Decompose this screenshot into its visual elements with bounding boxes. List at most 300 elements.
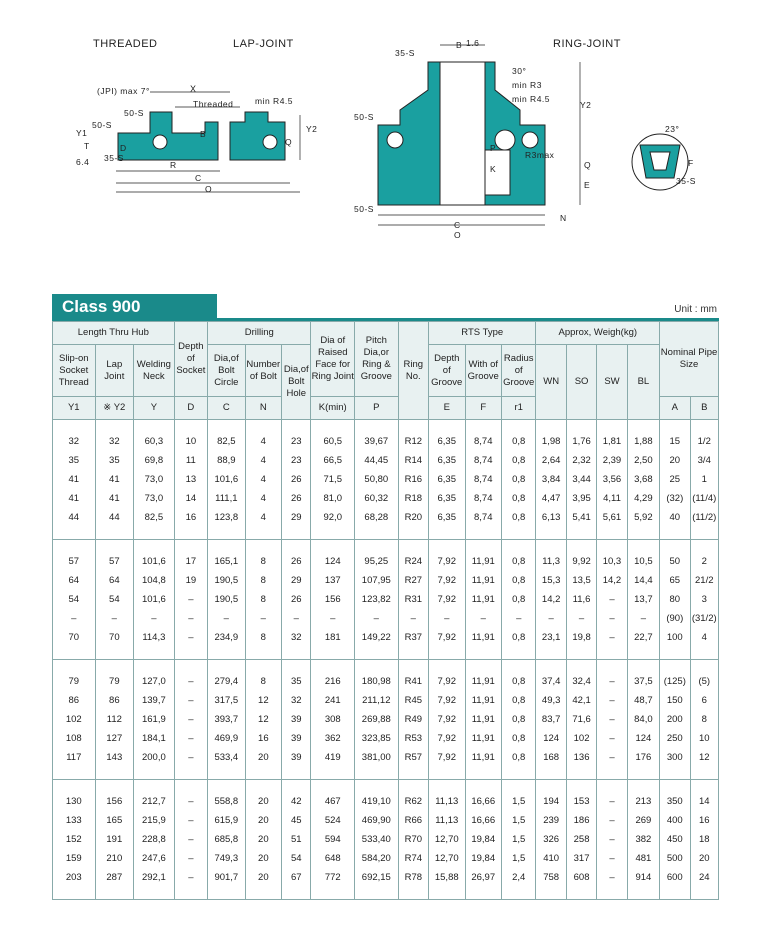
spacer-cell [174,660,207,673]
table-cell: 41 [95,470,134,489]
table-cell: 20 [690,849,719,868]
table-cell: R12 [398,432,428,451]
table-cell: 165 [95,811,134,830]
table-cell: 12 [245,710,281,729]
table-cell: 901,7 [208,868,246,887]
header-number-bolt: Number of Bolt [245,345,281,397]
s35-label: 35-S [104,153,124,163]
table-cell: 8,74 [465,432,501,451]
o-ring-label: O [454,230,462,240]
spacer-cell [690,540,719,553]
table-cell: 114,3 [134,628,175,647]
table-cell: 152 [53,830,96,849]
spacer-cell [311,767,355,780]
r3max-label: R3max [525,150,555,160]
k-label: K [490,164,497,174]
table-cell: R70 [398,830,428,849]
table-cell: 584,20 [355,849,399,868]
spacer-cell [597,540,627,553]
table-cell: R45 [398,691,428,710]
table-cell: 11,3 [536,552,566,571]
table-cell: 0,8 [501,571,535,590]
table-cell: 6,35 [429,489,465,508]
table-cell: 25 [660,470,690,489]
spacer-cell [53,660,96,673]
table-cell: 247,6 [134,849,175,868]
table-cell: R31 [398,590,428,609]
table-cell: 13,5 [566,571,596,590]
spacer-cell [53,540,96,553]
table-cell: 300 [660,748,690,767]
table-cell: 1,81 [597,432,627,451]
spacer-cell [174,767,207,780]
table-cell: 130 [53,792,96,811]
table-cell: 7,92 [429,672,465,691]
table-cell: 1,5 [501,811,535,830]
table-cell: 287 [95,868,134,887]
table-cell: 11,13 [429,811,465,830]
spacer-cell [465,660,501,673]
table-cell: 648 [311,849,355,868]
unit-label: Unit : mm [674,304,717,315]
table-cell: 108 [53,729,96,748]
table-cell: 84,0 [627,710,659,729]
table-cell: 54 [282,849,311,868]
table-cell: 400 [660,811,690,830]
spacer-cell [536,540,566,553]
table-cell: 0,8 [501,489,535,508]
table-cell: 165,1 [208,552,246,571]
table-cell: – [597,729,627,748]
table-cell: 73,0 [134,470,175,489]
s35-groove-label: 35-S [676,176,696,186]
table-cell: 11,13 [429,792,465,811]
table-cell: – [597,868,627,887]
table-cell: 86 [95,691,134,710]
table-cell: 600 [660,868,690,887]
spacer-cell [501,887,535,900]
table-cell: 149,22 [355,628,399,647]
table-cell: 2,4 [501,868,535,887]
table-cell: 19,84 [465,830,501,849]
spacer-cell [134,767,175,780]
table-cell: 42 [282,792,311,811]
table-row [53,571,719,590]
table-cell: – [597,590,627,609]
spacer-cell [501,527,535,540]
p-label: P [490,143,497,153]
s50-ring-bottom-label: 50-S [354,204,374,214]
table-cell: 419,10 [355,792,399,811]
s50-ring-label: 50-S [354,112,374,122]
spacer-cell [282,420,311,433]
table-cell: 4 [245,432,281,451]
table-cell: 11,6 [566,590,596,609]
table-cell: 143 [95,748,134,767]
spacer-cell [355,527,399,540]
class-title: Class 900 [52,294,217,320]
table-cell: – [174,710,207,729]
spacer-cell [245,527,281,540]
spacer-cell [429,767,465,780]
unit-f: F [465,397,501,420]
spacer-cell [429,660,465,673]
spacer-cell [690,420,719,433]
table-cell: 20 [245,792,281,811]
table-cell: 136 [566,748,596,767]
table-cell: R57 [398,748,428,767]
table-cell: 82,5 [134,508,175,527]
table-cell: 239 [536,811,566,830]
table-row [53,470,719,489]
group-spacer [53,420,719,433]
table-cell: – [174,830,207,849]
spacer-cell [311,647,355,660]
spacer-cell [398,647,428,660]
table-cell: 11,91 [465,571,501,590]
spacer-cell [208,420,246,433]
f-label: F [688,158,694,168]
table-cell: – [174,609,207,628]
table-cell: 350 [660,792,690,811]
table-cell: 467 [311,792,355,811]
table-cell: 608 [566,868,596,887]
threaded-tag-label: Threaded [193,99,234,109]
table-row [53,552,719,571]
table-cell: 11,91 [465,729,501,748]
table-cell: 139,7 [134,691,175,710]
spacer-cell [311,887,355,900]
table-cell: 8,74 [465,470,501,489]
table-cell: 57 [95,552,134,571]
spacer-cell [660,887,690,900]
table-cell: 258 [566,830,596,849]
table-cell: – [597,691,627,710]
table-cell: – [627,609,659,628]
table-cell: 2 [690,552,719,571]
table-cell: 161,9 [134,710,175,729]
table-cell: 469,90 [355,811,399,830]
table-cell: 127,0 [134,672,175,691]
group-spacer [53,647,719,660]
table-cell: 54 [53,590,96,609]
table-cell: 70 [95,628,134,647]
spacer-cell [95,540,134,553]
table-cell: 20 [245,849,281,868]
table-cell: 64 [95,571,134,590]
table-cell: 0,8 [501,552,535,571]
spacer-cell [355,887,399,900]
table-cell: 419 [311,748,355,767]
spacer-cell [627,527,659,540]
table-cell: 7,92 [429,552,465,571]
spacer-cell [501,647,535,660]
spacer-cell [282,540,311,553]
group-spacer [53,887,719,900]
spacer-cell [627,647,659,660]
min-r45b-label: min R4.5 [512,94,551,104]
table-cell: 1/2 [690,432,719,451]
table-cell: – [245,609,281,628]
table-cell: 21/2 [690,571,719,590]
table-cell: 26 [282,552,311,571]
table-cell: 211,12 [355,691,399,710]
table-cell: 1,5 [501,849,535,868]
table-cell: – [597,628,627,647]
table-cell: 4,47 [536,489,566,508]
unit-k: K(min) [311,397,355,420]
table-cell: 102 [566,729,596,748]
spacer-cell [690,780,719,793]
table-cell: – [597,792,627,811]
o-label: O [205,184,213,194]
spacer-cell [53,780,96,793]
table-cell: 19,84 [465,849,501,868]
spacer-cell [398,540,428,553]
table-cell: 200 [660,710,690,729]
group-spacer [53,527,719,540]
spacer-cell [566,887,596,900]
table-cell: – [597,811,627,830]
spacer-cell [660,420,690,433]
table-cell: R74 [398,849,428,868]
table-cell: 14,2 [597,571,627,590]
table-cell: 10 [174,432,207,451]
table-cell: 16 [245,729,281,748]
header-weight-wn: WN [536,345,566,420]
table-cell: 4 [245,451,281,470]
table-cell: 20 [245,868,281,887]
table-cell: 10 [690,729,719,748]
unit-r: r1 [501,397,535,420]
table-cell: 48,7 [627,691,659,710]
table-cell: 210 [95,849,134,868]
unit-d: D [174,397,207,420]
table-cell: 3,84 [536,470,566,489]
table-cell: 7,92 [429,748,465,767]
unit-b: B [690,397,719,420]
spacer-cell [282,767,311,780]
table-cell: 83,7 [536,710,566,729]
table-cell: 60,3 [134,432,175,451]
table-cell: 32 [53,432,96,451]
table-cell: R14 [398,451,428,470]
table-cell: – [597,672,627,691]
spacer-cell [174,527,207,540]
table-cell: – [174,672,207,691]
table-cell: 107,95 [355,571,399,590]
header-lap-joint: Lap Joint [95,345,134,397]
table-cell: 3,44 [566,470,596,489]
header-with-groove: With of Groove [465,345,501,397]
unit-p: P [355,397,399,420]
table-cell: 7,92 [429,571,465,590]
table-cell: R66 [398,811,428,830]
spacer-cell [282,660,311,673]
table-cell: 14,2 [536,590,566,609]
table-cell: – [597,748,627,767]
table-cell: 137 [311,571,355,590]
spacer-cell [95,527,134,540]
spacer-cell [311,540,355,553]
spacer-cell [660,540,690,553]
table-cell: 200,0 [134,748,175,767]
table-cell: 45 [282,811,311,830]
table-cell: 39 [282,710,311,729]
table-cell: 3,68 [627,470,659,489]
table-cell: 70 [53,628,96,647]
spacer-cell [627,420,659,433]
table-cell: – [134,609,175,628]
spacer-cell [134,660,175,673]
group-spacer [53,780,719,793]
table-cell: 6,35 [429,432,465,451]
spacer-cell [95,660,134,673]
spacer-cell [311,527,355,540]
table-cell: 450 [660,830,690,849]
table-cell: 0,8 [501,508,535,527]
spacer-cell [429,527,465,540]
spacer-cell [53,767,96,780]
table-cell: R18 [398,489,428,508]
table-cell: R37 [398,628,428,647]
spacer-cell [53,527,96,540]
table-cell: 269,88 [355,710,399,729]
table-cell: 41 [53,489,96,508]
dim64-label: 6.4 [76,157,90,167]
table-cell: 533,4 [208,748,246,767]
table-cell: (32) [660,489,690,508]
spacer-cell [398,420,428,433]
spacer-cell [355,767,399,780]
table-cell: 3 [690,590,719,609]
header-ring-no: Ring No. [398,322,428,420]
spacer-cell [465,420,501,433]
table-cell: 92,0 [311,508,355,527]
spacer-cell [53,420,96,433]
spacer-cell [627,767,659,780]
spacer-cell [208,767,246,780]
spacer-cell [536,660,566,673]
spacer-cell [660,647,690,660]
spacer-cell [429,420,465,433]
table-cell: 35 [53,451,96,470]
table-cell: – [465,609,501,628]
table-cell: – [174,590,207,609]
table-cell: 16 [174,508,207,527]
table-cell: 117 [53,748,96,767]
table-cell: – [429,609,465,628]
spacer-cell [465,647,501,660]
header-welding-neck: Welding Neck [134,345,175,397]
table-cell: 8 [245,571,281,590]
table-cell: 68,28 [355,508,399,527]
table-cell: R20 [398,508,428,527]
table-cell: – [174,811,207,830]
spacer-cell [429,887,465,900]
spacer-cell [566,540,596,553]
unit-n: N [245,397,281,420]
table-row [53,830,719,849]
table-cell: 123,82 [355,590,399,609]
table-cell: 234,9 [208,628,246,647]
spacer-cell [566,420,596,433]
table-cell: 594 [311,830,355,849]
spacer-cell [95,887,134,900]
spacer-cell [174,420,207,433]
table-cell: 184,1 [134,729,175,748]
table-cell: 11,91 [465,710,501,729]
table-cell: 60,5 [311,432,355,451]
table-cell: 8,74 [465,489,501,508]
table-cell: – [174,748,207,767]
table-cell: 1,76 [566,432,596,451]
header-weight-sw: SW [597,345,627,420]
unit-e: E [429,397,465,420]
table-cell: 32 [282,691,311,710]
table-cell: 23 [282,451,311,470]
table-cell: 156 [95,792,134,811]
table-cell: 190,5 [208,571,246,590]
table-cell: 8 [245,628,281,647]
table-cell: 12 [690,748,719,767]
table-cell: 95,25 [355,552,399,571]
table-cell: – [174,628,207,647]
table-cell: 8 [690,710,719,729]
spacer-cell [245,647,281,660]
table-cell: 692,15 [355,868,399,887]
table-cell: 14 [174,489,207,508]
table-cell: 5,41 [566,508,596,527]
ring-joint-flange-drawing [378,45,580,225]
table-cell: 57 [53,552,96,571]
table-cell: 317,5 [208,691,246,710]
b-label: B [200,129,207,139]
table-cell: 558,8 [208,792,246,811]
spacer-cell [398,527,428,540]
table-cell: 11,91 [465,628,501,647]
table-cell: 216 [311,672,355,691]
spacer-cell [690,647,719,660]
table-cell: – [597,710,627,729]
table-cell: 20 [660,451,690,470]
table-cell: 6,35 [429,470,465,489]
table-cell: 11 [174,451,207,470]
table-cell: 41 [53,470,96,489]
table-cell: (11/4) [690,489,719,508]
y2-label: Y2 [306,124,318,134]
spacer-cell [501,420,535,433]
header-rts-type: RTS Type [429,322,536,345]
table-cell: 11,91 [465,552,501,571]
q-label: Q [285,137,293,147]
table-cell: 54 [95,590,134,609]
table-cell: – [174,849,207,868]
table-row [53,628,719,647]
table-cell: 0,8 [501,672,535,691]
table-cell: 32 [282,628,311,647]
spacer-cell [465,887,501,900]
spacer-cell [465,540,501,553]
table-cell: 7,92 [429,691,465,710]
table-cell: 13,7 [627,590,659,609]
unit-y2: ※ Y2 [95,397,134,420]
table-cell: 37,4 [536,672,566,691]
table-cell: 100 [660,628,690,647]
lap-joint-title: LAP-JOINT [233,38,294,50]
table-row [53,868,719,887]
table-cell: 213 [627,792,659,811]
